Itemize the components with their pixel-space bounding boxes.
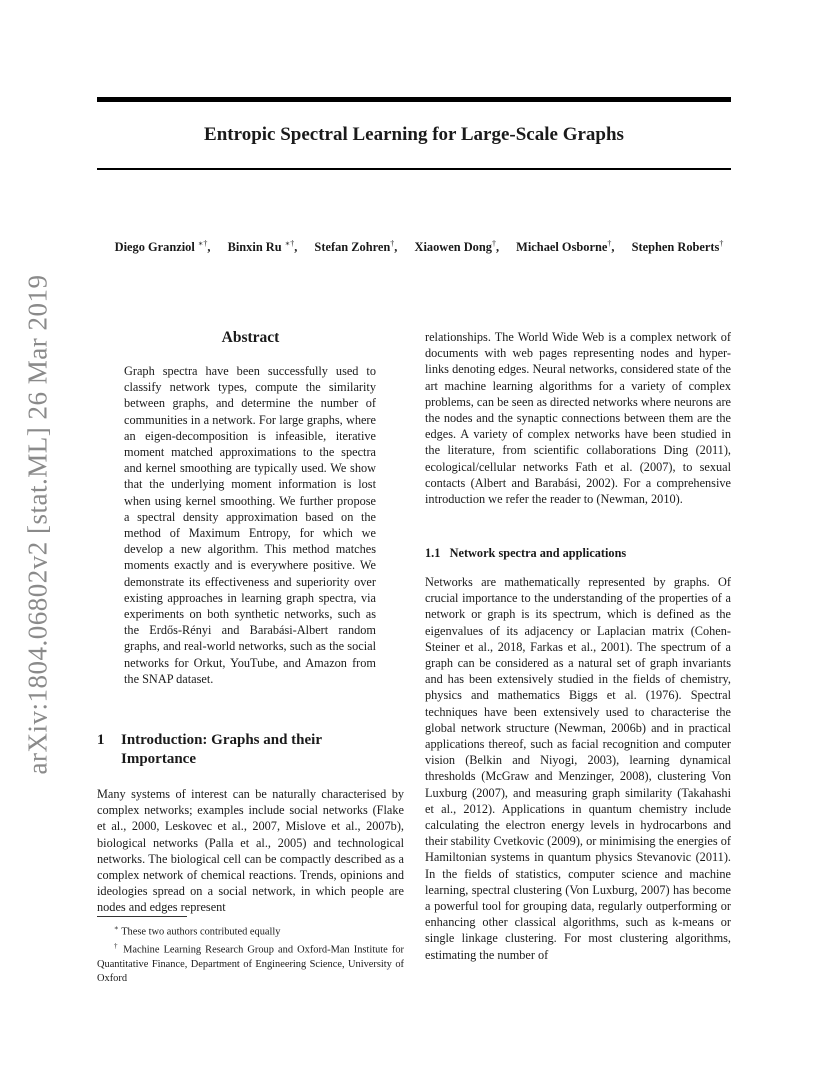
subsection-heading — [425, 545, 731, 561]
title-bottom-rule — [97, 168, 731, 170]
section-title: Introduction: Graphs and their Importance — [121, 732, 322, 767]
arxiv-stamp-text: arXiv:1804.06802v2 [stat.ML] 26 Mar 2019 — [22, 274, 53, 774]
author: Stephen Roberts† — [631, 239, 724, 255]
right-column-continued — [425, 329, 731, 507]
arxiv-stamp — [18, 274, 58, 774]
subsection-body — [425, 574, 731, 963]
section-number: 1 — [97, 732, 105, 748]
abstract-text: Graph spectra have been successfully used to classify network types, compute the similarity between graphs, and determine the number of communities in a network. For large graphs, where an eigen-decomposition is infeasible, iterative moment matched approximations to the spectra and kernel smoothing are typically used. We show that the underlying moment information is lost when using kernel smoothing. We further propose a spectral density approximation based on the method of Maximum Entropy, for which we develop a new algorithm. This method matches moments exactly and is everywhere positive. We demonstrate its effectiveness and superiority over existing approaches in learning graph spectra, via experiments on both synthetic networks, such as the Erdős-Rényi and Barabási-Albert random graphs, and real-world networks, such as the social networks for Orkut, YouTube, and Amazon from the SNAP dataset. — [124, 364, 376, 686]
abstract-body — [124, 363, 376, 687]
footnotes — [97, 921, 404, 986]
paragraph: Networks are mathematically represented by graphs. Of crucial importance to the understanding of the properties of a network or graph is its spectrum, which is defined as the eigenvalues of its adjacency or Laplacian matrix (Cohen-Steiner et al., 2018, Farkas et al., 2001). The spectrum of a graph can be considered as a natural set of graph invariants and has been extensively studied in the fields of chemistry, physics and mathematics Biggs et al. (1976). Spectral techniques have been extensively used to characterise the global network structure (Newman, 2006b) and in practical applications thereof, such as facial recognition and computer vision (Belkin and Niyogi, 2003), learning dynamical thresholds (McGraw and Menzinger, 2008), clustering Von Luxburg (2007), and measuring graph similarity (Takahashi et al., 2012). Applications in quantum chemistry include calculating the electron energy levels in hydrocarbons and their stability Cvetkovic (2009), or minimising the energies of Hamiltonian systems in quantum physics Stevanovic (2011). In the fields of statistics, computer science and machine learning, spectral clustering (Von Luxburg, 2007) has become a powerful tool for grouping data, regularly outperforming or enhancing other classical algorithms, such as k-means or single linkage clustering. For most clustering algorithms, estimating the number of — [425, 575, 731, 962]
footnote: ∗ These two authors contributed equally — [114, 924, 281, 938]
paragraph: relationships. The World Wide Web is a complex network of documents with web pages representing nodes and hyper-links denoting edges. Neural networks, considered state of the art machine learning algorithms for a variety of complex problems, can be seen as directed networks where neurons are the nodes and the synaptic connections between them are the edges. A variety of complex networks have been studied in the literature, from scientific collaborations Ding (2011), ecological/cellular networks Fath et al. (2007), to sexual contacts (Albert and Barabási, 2002). For a comprehensive introduction we refer the reader to (Newman, 2010). — [425, 330, 731, 507]
author: Diego Granziol ∗†, — [114, 239, 211, 255]
author: Binxin Ru ∗†, — [227, 239, 298, 255]
top-rule — [97, 97, 731, 102]
author: Michael Osborne†, — [516, 239, 615, 255]
subsection-title: Network spectra and applications — [449, 546, 627, 560]
section-heading — [97, 731, 357, 769]
footnote: † Machine Learning Research Group and Oxford-Man Institute for Quantitative Finance, Department of Engineering Science, University of Oxford — [97, 942, 405, 984]
footnote-separator — [97, 916, 187, 917]
author-list — [97, 236, 741, 255]
subsection-number: 1.1 — [425, 546, 441, 560]
paper-title: Entropic Spectral Learning for Large-Scale Graphs — [204, 124, 624, 145]
author: Xiaowen Dong†, — [414, 239, 500, 255]
author: Stefan Zohren†, — [314, 239, 398, 255]
section-body — [97, 786, 404, 916]
abstract-heading: Abstract — [221, 329, 280, 346]
section-text: Many systems of interest can be naturally characterised by complex networks; examples include social networks (Flake et al., 2000, Leskovec et al., 2007, Mislove et al., 2007b), biological networks (Palla et al., 2005) and technological networks. The biological cell can be compactly described as a complex network of chemical reactions. Trends, opinions and ideologies spread on a social network, in which people are nodes and edges represent — [97, 787, 404, 915]
